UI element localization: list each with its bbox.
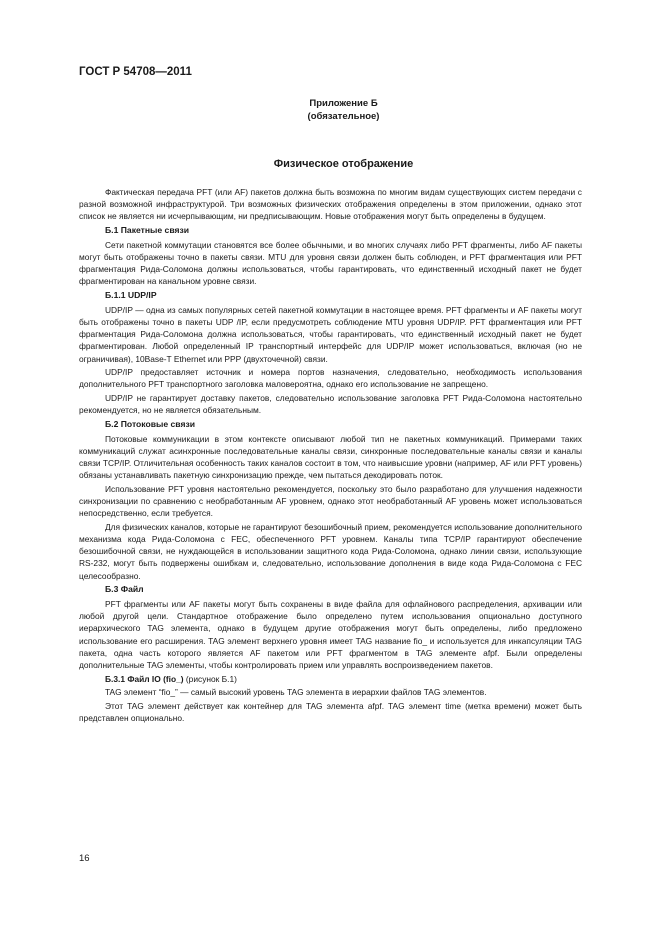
annex-label: Приложение Б: [309, 98, 378, 109]
section-b2-paragraph: Для физических каналов, которые не гарантируют безошибочный прием, рекомендуется использование дополнительного механизма кода Рида-Соломона с FEC, обеспеченного PFT уровнем. Каналы типа TCP/IP гарантируют обеспечение безошибочной связи, не нуждающейся в использовании защитного кода Рида-Соломона, однако линии связи, использующие RS-232, могут быть подвержены ошибкам и, следовательно, использование дополнения в виде кода Рида-Соломона с FEC целесообразно.: [79, 521, 582, 581]
section-b11-paragraph: UDP/IP не гарантирует доставку пакетов, следовательно использование заголовка PFT Рида-Соломона настоятельно рекомендуется, но не является обязательным.: [79, 393, 582, 416]
body-text: [79, 186, 582, 726]
section-b3-heading: Б.3 Файл: [105, 584, 144, 595]
section-b2-paragraph: Использование PFT уровня настоятельно рекомендуется, поскольку это было разработано для улучшения надежности синхронизации по сравнению с необработанным AF уровнем, однако этот необработанный AF уровень может использоваться непосредственно, если требуется.: [79, 483, 582, 519]
section-b11-paragraph: UDP/IP — одна из самых популярных сетей пакетной коммутации в настоящее время. PFT фрагменты и AF пакеты могут быть отображены точно в пакеты UDP /IP, если предусмотреть соблюдение MTU уровня UDP/IP. PFT фрагментация или PFT фрагментация Рида-Соломона должна использоваться, чтобы гарантировать, что единственный исходный пакет не будет фрагментирован. Любой определенный IP транспортный интерфейс для UDP/IP может использоваться, включая (но не ограничивая), 10Base-T Ethernet или PPP (двухточечной) связи.: [79, 304, 582, 364]
annex-heading: [0, 97, 661, 123]
page-number: 16: [79, 853, 90, 864]
annex-status: (обязательное): [307, 111, 380, 122]
standard-header: ГОСТ Р 54708—2011: [79, 66, 192, 78]
section-b31-heading-bold: Б.3.1 Файл IO (fio_): [105, 673, 184, 684]
section-b11-paragraph: UDP/IP предоставляет источник и номера портов назначения, следовательно, необходимость использования дополнительного PFT транспортного заголовка маловероятна, однако его использование не запрещено.: [79, 367, 582, 390]
annex-title: Физическое отображение: [273, 158, 414, 170]
section-b1-paragraph: Сети пакетной коммутации становятся все более обычными, и во многих случаях либо PFT фрагменты, либо AF пакеты могут быть отображены точно в пакеты связи. MTU для уровня связи должен быть соблюден, и PFT фрагментация или PFT фрагментация Рида-Соломона должны использоваться, чтобы гарантировать, что единственный исходный пакет не будет фрагментирован на канальном уровне связи.: [79, 239, 582, 287]
section-b3-paragraph: PFT фрагменты или AF пакеты могут быть сохранены в виде файла для офлайнового распределения, архивации или любой другой цели. Стандартное отображение было определено путем использования опционально доступного иерархического TAG элемента, однако в будущем другие отображения могут быть определены, либо предложено использование его расширения. TAG элемент верхнего уровня имеет TAG название fio_ и используется для инкапсуляции TAG пакета, одна часть которого является AF пакетом или PFT фрагментом в TAG элементе afpf. Были определены дополнительные TAG элементы, чтобы контролировать прием или управлять воспроизведением пакетов.: [79, 599, 582, 671]
section-b31-paragraph: Этот TAG элемент действует как контейнер для TAG элемента afpf. TAG элемент time (метка времени) может быть представлен опционально.: [79, 700, 582, 724]
section-b11-heading: Б.1.1 UDP/IP: [105, 290, 157, 301]
section-b31-heading-ref: (рисунок Б.1): [183, 673, 237, 684]
intro-paragraph: Фактическая передача PFT (или AF) пакетов должна быть возможна по многим видам существующих систем передачи с разной возможной инфраструктурой. Три возможных физических отображения определены в этом приложении, однако этот список не является ни исчерпывающим, ни предписывающим. Новые отображения могут быть определены в будущем.: [79, 187, 582, 222]
section-b2-heading: Б.2 Потоковые связи: [105, 418, 196, 429]
section-b2-paragraph: Потоковые коммуникации в этом контексте описывают любой тип не пакетных коммуникаций. Примерами таких коммуникаций служат асинхронные последовательные каналы связи, синхронные последовательные каналы связи и каналы связи TCP/IP. Отличительная особенность таких каналов состоит в том, что наивысшие уровни (например, AF или PFT уровень) обязаны устанавливать пакетную синхронизацию прежде, чем пытаться декодировать поток.: [79, 433, 582, 481]
section-b31-paragraph: TAG элемент “fio_” — самый высокий уровень TAG элемента в иерархии файлов TAG элементов.: [105, 687, 487, 698]
section-b31-heading: [79, 673, 582, 685]
section-b1-heading: Б.1 Пакетные связи: [105, 225, 190, 236]
